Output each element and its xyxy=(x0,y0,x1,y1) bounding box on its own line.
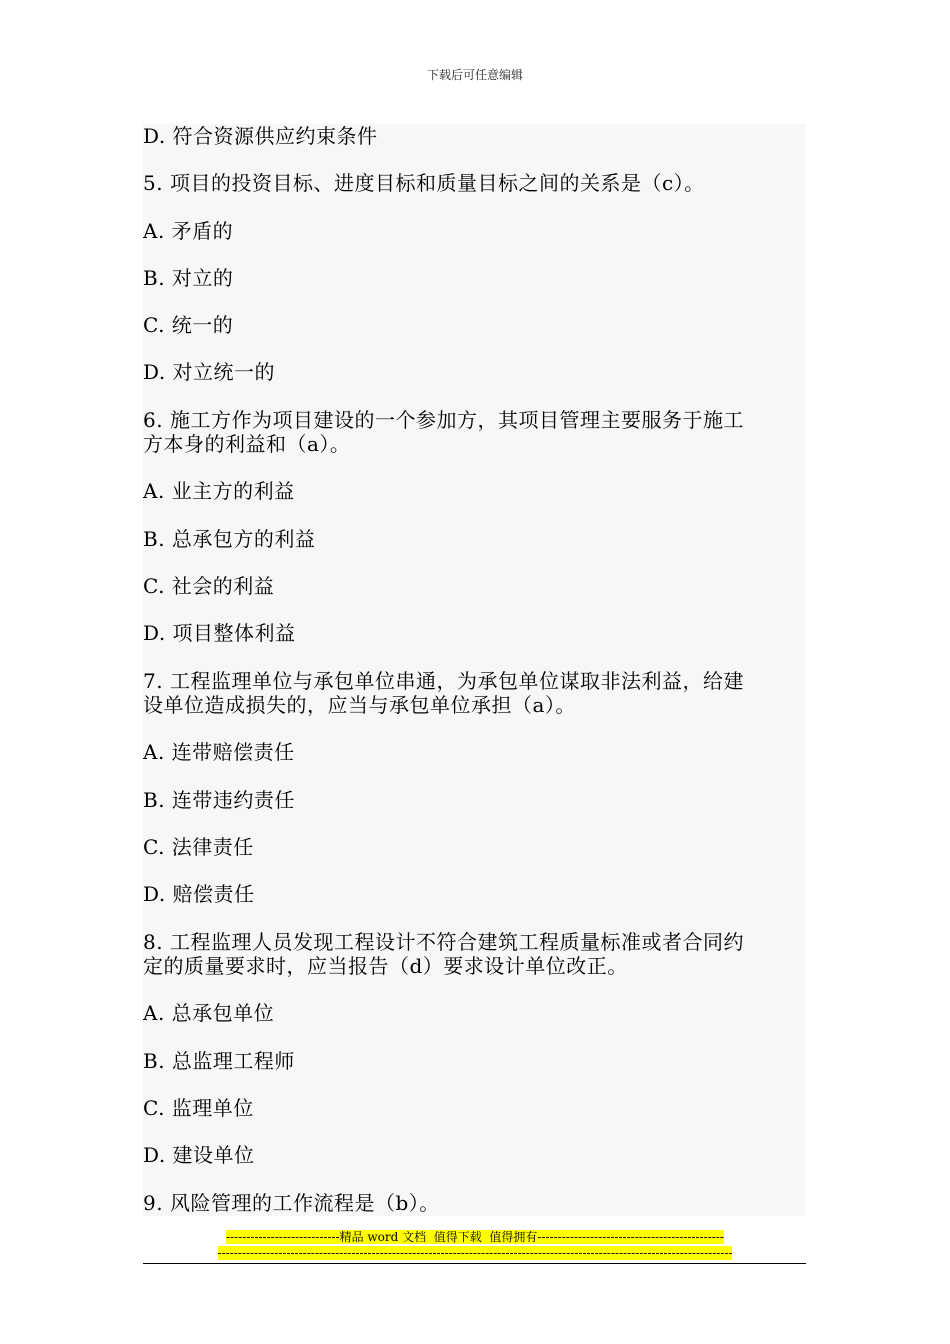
question-line: 8. 工程监理人员发现工程设计不符合建筑工程质量标准或者合同约 xyxy=(143,930,744,954)
question-line: 6. 施工方作为项目建设的一个参加方，其项目管理主要服务于施工 xyxy=(143,408,744,432)
question-line: 方本身的利益和（a）。 xyxy=(143,432,351,456)
footer-banner-line-2: ------------------------------------------------------------------------------------------------------------------------------- xyxy=(217,1246,733,1260)
question-line: 5. 项目的投资目标、进度目标和质量目标之间的关系是（c）。 xyxy=(143,171,705,195)
question-line: 设单位造成损失的，应当与承包单位承担（a）。 xyxy=(143,693,576,717)
footer-banner xyxy=(0,1230,950,1245)
option-line: A. 业主方的利益 xyxy=(143,479,295,503)
option-line: C. 统一的 xyxy=(143,313,234,337)
option-line: C. 监理单位 xyxy=(143,1096,254,1120)
option-line: B. 对立的 xyxy=(143,266,234,290)
option-line: D. 对立统一的 xyxy=(143,360,276,384)
option-line: A. 连带赔偿责任 xyxy=(143,740,295,764)
question-line: 9. 风险管理的工作流程是（b）。 xyxy=(143,1191,440,1215)
footer-banner xyxy=(0,1246,950,1261)
option-line: D. 符合资源供应约束条件 xyxy=(143,124,378,148)
question-line: 7. 工程监理单位与承包单位串通，为承包单位谋取非法利益，给建 xyxy=(143,669,744,693)
option-line: B. 总承包方的利益 xyxy=(143,527,316,551)
footer-banner-line-1: ----------------------------精品 word 文档 值得下载 值得拥有---------------------------------------------- xyxy=(226,1230,724,1244)
document-body xyxy=(143,124,806,1216)
option-line: A. 矛盾的 xyxy=(143,219,234,243)
option-line: C. 社会的利益 xyxy=(143,574,275,598)
question-line: 定的质量要求时，应当报告（d）要求设计单位改正。 xyxy=(143,954,628,978)
option-line: D. 建设单位 xyxy=(143,1143,255,1167)
option-line: A. 总承包单位 xyxy=(143,1001,275,1025)
option-line: D. 项目整体利益 xyxy=(143,621,296,645)
option-line: B. 总监理工程师 xyxy=(143,1049,295,1073)
header-note: 下载后可任意编辑 xyxy=(426,68,523,82)
option-line: B. 连带违约责任 xyxy=(143,788,295,812)
option-line: D. 赔偿责任 xyxy=(143,882,255,906)
footer-rule xyxy=(143,1263,806,1264)
option-line: C. 法律责任 xyxy=(143,835,254,859)
